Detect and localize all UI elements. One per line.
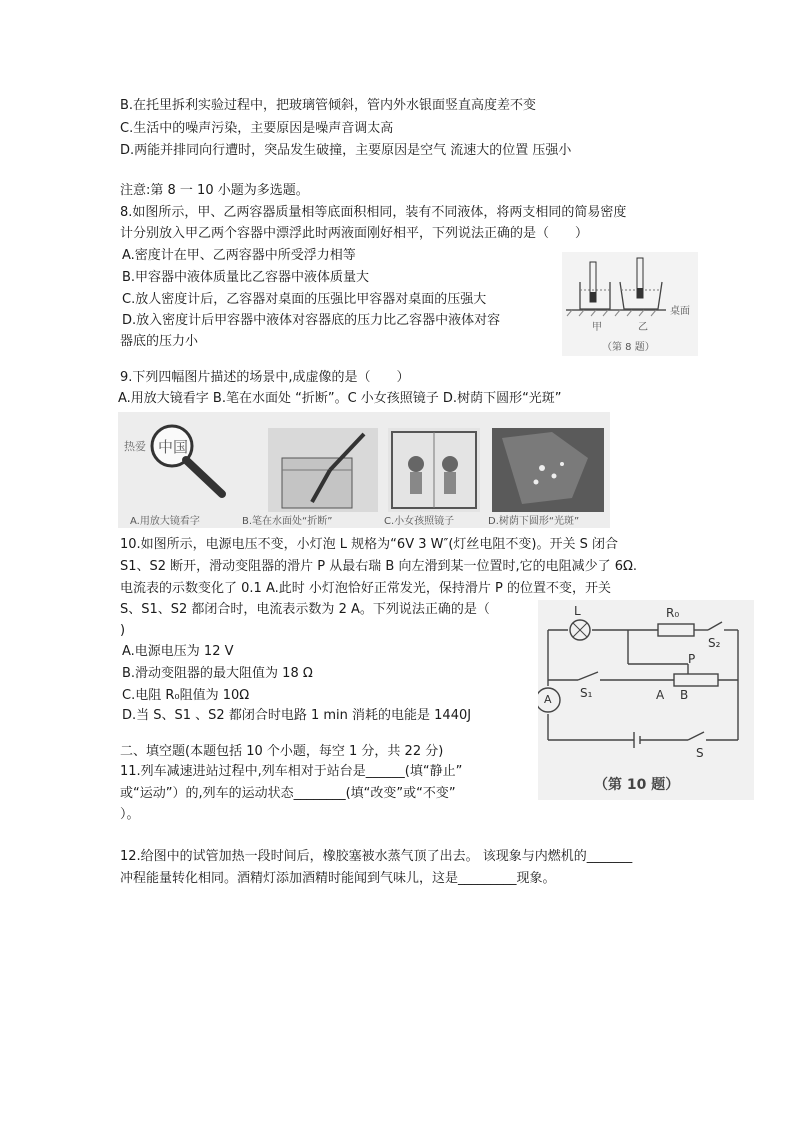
q11-line-2: 或“运动”）的,列车的运动状态________(填“改变”或“不变” <box>120 786 456 801</box>
q8-option-d-1: D.放入密度计后甲容器中液体对容器底的压力比乙容器中液体对容 <box>122 313 501 328</box>
q10-option-a: A.电源电压为 12 V <box>122 644 234 659</box>
figure-8 <box>562 252 698 356</box>
magnifier-icon <box>146 422 236 502</box>
q10-stem-5: ) <box>120 623 126 638</box>
fig10-label-P: P <box>688 652 696 666</box>
fig9-panel-light-spots <box>492 428 604 512</box>
fig10-label-end-b: B <box>680 688 689 702</box>
q8-option-b: B.甲容器中液体质量比乙容器中液体质量大 <box>122 270 370 285</box>
q8-option-c: C.放人密度计后，乙容器对桌面的压强比甲容器对桌面的压强大 <box>122 292 487 307</box>
figure-10 <box>538 600 754 800</box>
fig8-caption: （第 8 题） <box>602 342 655 353</box>
fig9-panel-pen-in-water <box>268 428 378 512</box>
q11-line-3: ）。 <box>120 807 140 822</box>
fig10-label-L: L <box>574 604 581 618</box>
fig10-label-S1: S₁ <box>580 686 593 700</box>
fig9-word-china: 中国 <box>158 438 189 456</box>
q10-stem-2: S1、S2 断开，滑动变阻器的滑片 P 从最右瑞 B 向左滑到某一位置时,它的电阻减少了 6Ω. <box>120 559 638 574</box>
q10-option-d: D.当 S、S1 、S2 都闭合时电路 1 min 消耗的电能是 1440J <box>122 708 472 723</box>
circuit-diagram <box>538 600 754 800</box>
q12-line-2: 冲程能量转化相同。酒精灯添加酒精时能闻到气味儿，这是_________现象。 <box>120 871 556 886</box>
figure-9 <box>118 412 610 528</box>
multi-choice-note: 注意:第 8 一 10 小题为多选题。 <box>120 183 309 198</box>
q8-option-a: A.密度计在甲、乙两容器中所受浮力相等 <box>122 248 356 263</box>
fig10-caption: （第 10 题） <box>594 777 680 793</box>
section-2-heading: 二、填空题(本题包括 10 个小题，每空 1 分，共 22 分) <box>120 744 444 759</box>
fig10-label-R0: R₀ <box>666 606 680 620</box>
q8-stem-1: 8.如图所示，甲、乙两容器质量相等底面积相同，装有不同液体，将两支相同的简易密度 <box>120 205 627 220</box>
q10-option-b: B.滑动变阻器的最大阻值为 18 Ω <box>122 666 313 681</box>
q7-option-c: C.生活中的噪声污染，主要原因是噪声音调太高 <box>120 121 394 136</box>
q10-stem-1: 10.如图所示，电源电压不变，小灯泡 L 规格为“6V 3 W″(灯丝电阻不变)。开关 S 闭合 <box>120 537 618 552</box>
fig9-word-reai: 热爱 <box>124 440 146 453</box>
fig9-caption-a: A.用放大镜看字 <box>130 516 200 527</box>
q7-option-d: D.两能并排同向行遭时，突品发生破撞，主要原因是空气 流速大的位置 压强小 <box>120 143 572 158</box>
fig10-label-S: S <box>696 746 704 760</box>
fig10-label-end-a: A <box>656 688 665 702</box>
fig8-label-yi: 乙 <box>638 322 648 333</box>
fig9-caption-c: C.小女孩照镜子 <box>384 516 455 527</box>
fig8-label-jia: 甲 <box>592 322 602 333</box>
q8-option-d-2: 器底的压力小 <box>120 334 199 349</box>
fig10-label-S2: S₂ <box>708 636 721 650</box>
fig9-caption-d: D.树荫下圆形“光斑” <box>488 516 580 527</box>
q11-line-1: 11.列车减速进站过程中,列车相对于站台是______(填“静止” <box>120 764 463 779</box>
fig9-caption-b: B.笔在水面处“折断” <box>242 516 333 527</box>
q7-option-b: B.在托里拆利实验过程中，把玻璃管倾斜，管内外水银面竖直高度差不变 <box>120 98 537 113</box>
q12-line-1: 12.给图中的试管加热一段时间后，橡胶塞被水蒸气顶了出去。 该现象与内燃机的_______ <box>120 849 633 864</box>
fig10-ammeter-label: A <box>544 693 552 706</box>
fig9-panel-girl-mirror <box>388 428 480 512</box>
q10-option-c: C.电阻 R₀阻值为 10Ω <box>122 688 250 703</box>
fig8-label-table: 桌面 <box>670 306 690 317</box>
q8-stem-2: 计分别放入甲乙两个容器中漂浮此时两液面刚好相平，下列说法正确的是（ ） <box>120 226 589 241</box>
q10-stem-4: S、S1、S2 都闭合时，电流表示数为 2 A。下列说法正确的是（ <box>120 602 490 617</box>
q9-stem: 9.下列四幅图片描述的场景中,成虚像的是（ ） <box>120 370 410 385</box>
q10-stem-3: 电流表的示数变化了 0.1 A.此时 小灯泡恰好正常发光，保持滑片 P 的位置不变，开关 <box>120 581 611 596</box>
q9-options: A.用放大镜看字 B.笔在水面处 “折断”。C 小女孩照镜子 D.树荫下圆形“光斑” <box>118 391 562 406</box>
